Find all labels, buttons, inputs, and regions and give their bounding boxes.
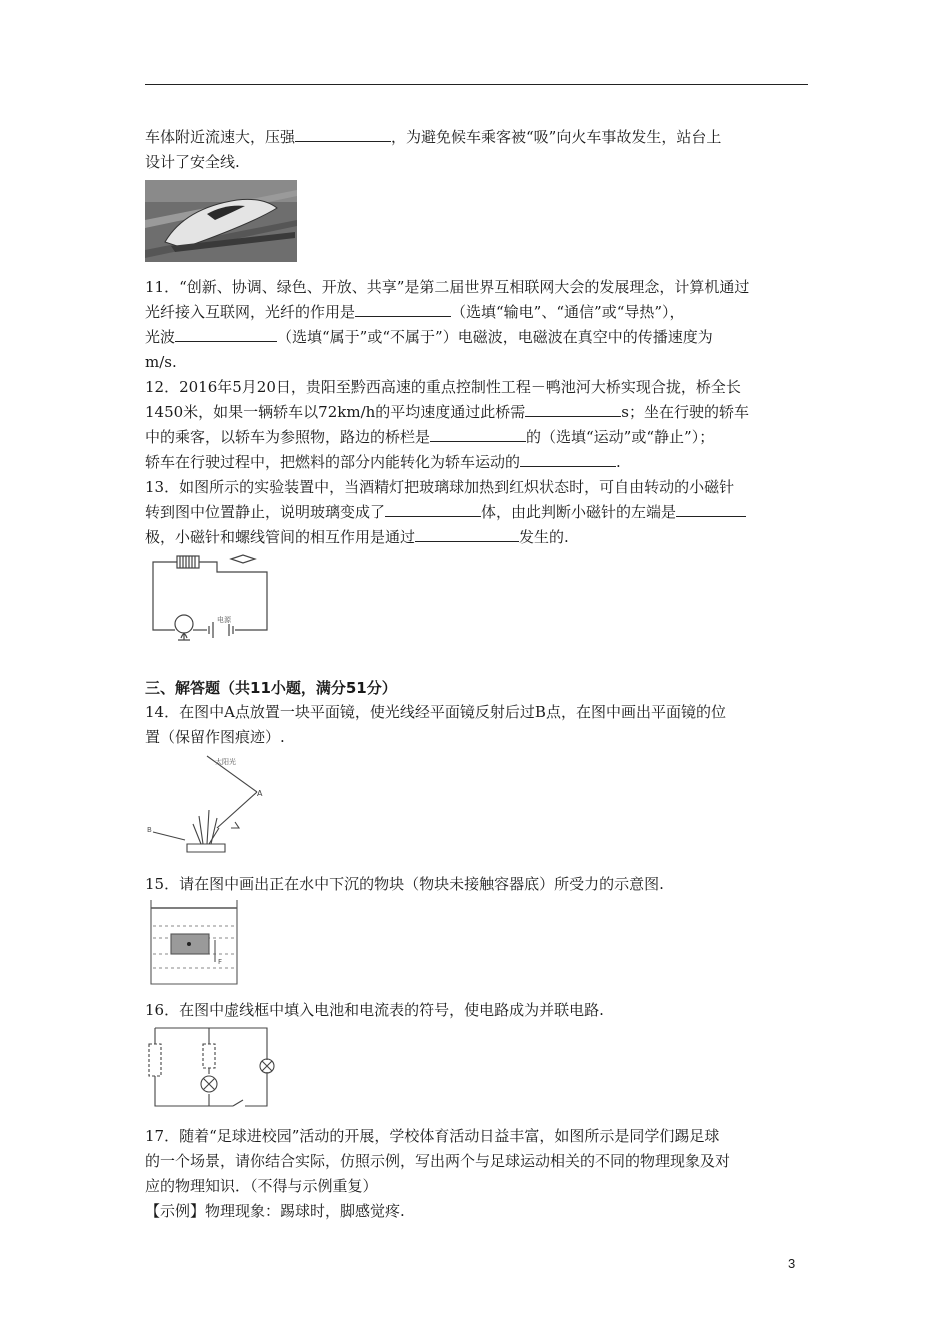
answer-blank[interactable] (525, 400, 621, 417)
q13-line-1: 13．如图所示的实验装置中，当酒精灯把玻璃球加热到红炽状态时，可自由转动的小磁针 (145, 478, 735, 496)
block-center-dot (187, 942, 191, 946)
q13-line-3: 极，小磁针和螺线管间的相互作用是通过 发生的. (145, 525, 809, 550)
q11-line-2: 光纤接入互联网，光纤的作用是 （选填“输电”、“通信”或“导热”）， (145, 300, 809, 325)
q10-line-1: 车体附近流速大，压强 ，为避免候车乘客被“吸”向火车事故发生，站台上 (145, 125, 809, 150)
sinking-block-figure (145, 898, 241, 986)
answer-blank[interactable] (295, 125, 391, 142)
answer-blank[interactable] (175, 325, 277, 342)
point-a-label: A (257, 789, 263, 798)
answer-blank[interactable] (430, 425, 526, 442)
q11-line-4: m/s. (145, 353, 177, 371)
q17-line-2: 的一个场景，请你结合实际，仿照示例，写出两个与足球运动相关的不同的物理现象及对 (145, 1152, 731, 1170)
q16-line-1: 16．在图中虚线框中填入电池和电流表的符号，使电路成为并联电路. (145, 1001, 604, 1019)
answer-blank[interactable] (415, 525, 519, 542)
q14-line-1: 14．在图中A点放置一块平面镜，使光线经平面镜反射后过B点，在图中画出平面镜的位 (145, 703, 726, 721)
q17-line-1: 17．随着“足球进校园”活动的开展，学校体育活动日益丰富，如图所示是同学们踢足球 (145, 1127, 720, 1145)
parallel-circuit-figure (145, 1024, 285, 1110)
q12-line-3: 中的乘客，以轿车为参照物，路边的桥栏是 的（选填“运动”或“静止”）； (145, 425, 809, 450)
answer-blank[interactable] (385, 500, 481, 517)
q12-line-1: 12．2016年5月20日，贵阳至黔西高速的重点控制性工程－鸭池河大桥实现合拢，桥全长 (145, 378, 741, 396)
answer-blank[interactable] (355, 300, 451, 317)
q11-line-3: 光波 （选填“属于”或“不属于”）电磁波，电磁波在真空中的传播速度为 (145, 325, 809, 350)
answer-blank[interactable] (676, 500, 746, 517)
q11-line-1: 11．“创新、协调、绿色、开放、共享”是第二届世界互相联网大会的发展理念，计算机通过 (145, 278, 750, 296)
q10-line-2: 设计了安全线. (145, 153, 240, 171)
q12-line-4: 轿车在行驶过程中，把燃料的部分内能转化为轿车运动的 . (145, 450, 809, 475)
header-rule (145, 84, 808, 85)
train-photo (145, 180, 297, 262)
q17-example: 【示例】物理现象：踢球时，脚感觉疼. (145, 1202, 405, 1220)
sunlight-label: 太阳光 (215, 758, 236, 766)
answer-blank[interactable] (520, 450, 616, 467)
q13-line-2: 转到图中位置静止，说明玻璃变成了 体，由此判断小磁针的左端是 (145, 500, 809, 525)
point-b-label: B (147, 826, 152, 834)
q15-line-1: 15．请在图中画出正在水中下沉的物块（物块未接触容器底）所受力的示意图. (145, 875, 664, 893)
q14-line-2: 置（保留作图痕迹）. (145, 728, 285, 746)
q12-line-2: 1450米，如果一辆轿车以72km/h的平均速度通过此桥需 s；坐在行驶的轿车 (145, 400, 809, 425)
mirror-reflection-figure (145, 752, 273, 854)
solenoid-circuit-figure (145, 548, 275, 642)
power-supply-label: 电源 (217, 616, 231, 624)
section-heading: 三、解答题（共11小题，满分51分） (145, 679, 397, 697)
page-number: 3 (788, 1256, 796, 1271)
q17-line-3: 应的物理知识．（不得与示例重复） (145, 1177, 378, 1195)
force-label: F (218, 958, 223, 966)
